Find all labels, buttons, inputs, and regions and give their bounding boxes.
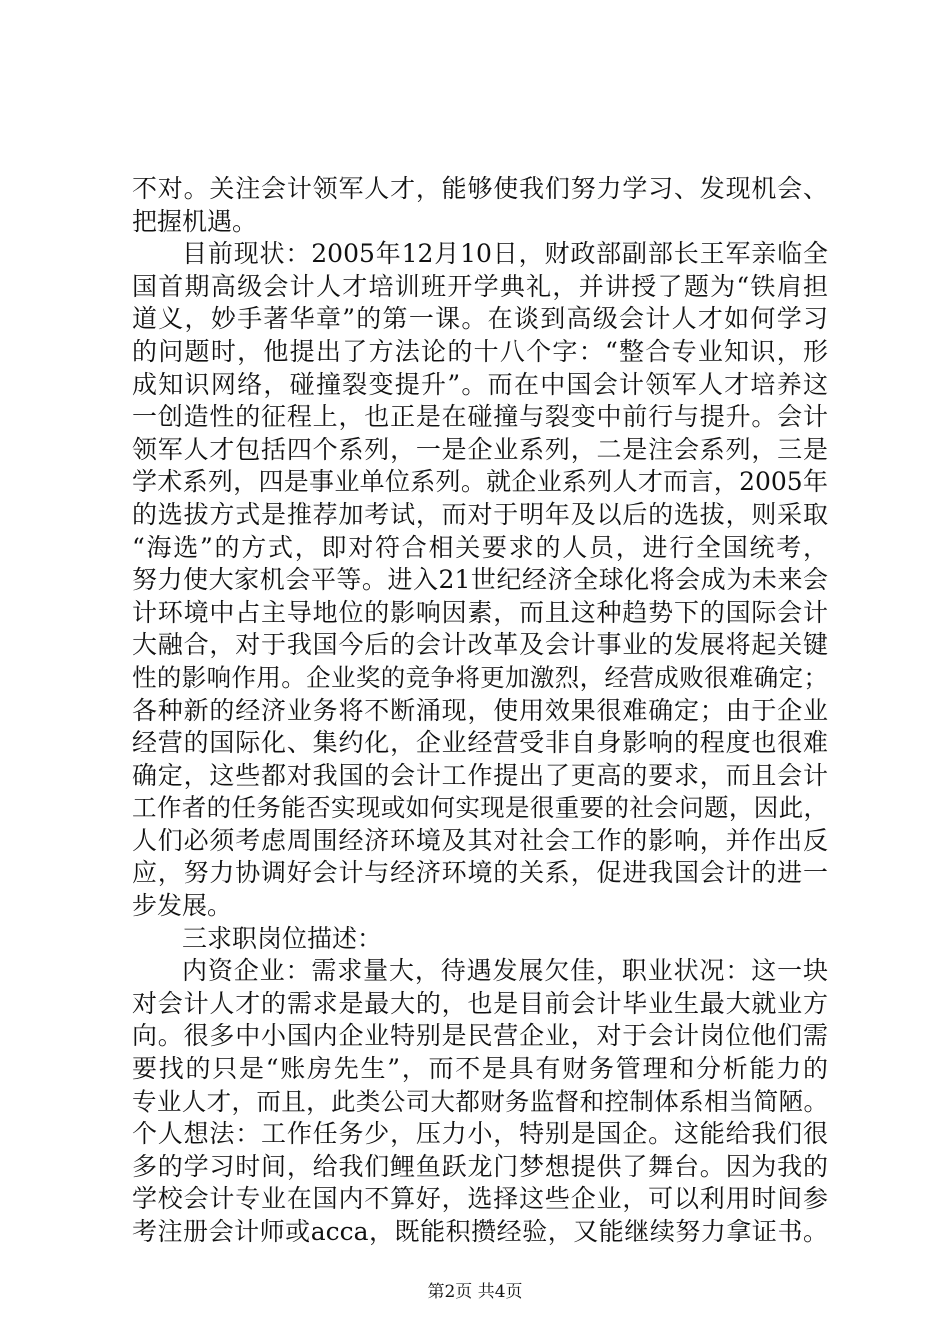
text-line: 学校会计专业在国内不算好，选择这些企业，可以利用时间参 bbox=[132, 1184, 828, 1214]
text-line: 人们必须考虑周围经济环境及其对社会工作的影响，并作出反 bbox=[132, 825, 828, 855]
text-line: 不对。关注会计领军人才，能够使我们努力学习、发现机会、 bbox=[132, 174, 828, 203]
text-line: 目前现状：2005年12月10日，财政部副部长王军亲临全 bbox=[182, 239, 828, 269]
text-line: 性的影响作用。企业奖的竞争将更加激烈，经营成败很难确定； bbox=[132, 662, 828, 692]
text-line: 工作者的任务能否实现或如何实现是很重要的社会问题，因此， bbox=[132, 793, 828, 823]
text-line: 多的学习时间，给我们鲤鱼跃龙门梦想提供了舞台。因为我的 bbox=[132, 1151, 828, 1181]
text-line: 专业人才，而且，此类公司大都财务监督和控制体系相当简陋。 bbox=[132, 1086, 828, 1116]
text-line: 个人想法：工作任务少，压力小，特别是国企。这能给我们很 bbox=[132, 1119, 828, 1149]
text-line: 对会计人才的需求是最大的，也是目前会计毕业生最大就业方 bbox=[132, 988, 828, 1018]
text-line: 大融合，对于我国今后的会计改革及会计事业的发展将起关键 bbox=[132, 630, 828, 660]
text-line: 要找的只是“账房先生”，而不是具有财务管理和分析能力的 bbox=[132, 1054, 828, 1084]
text-line: 成知识网络，碰撞裂变提升”。而在中国会计领军人才培养这 bbox=[132, 369, 828, 399]
text-line: 计环境中占主导地位的影响因素，而且这种趋势下的国际会计 bbox=[132, 597, 828, 627]
text-line: 考注册会计师或acca，既能积攒经验，又能继续努力拿证书。 bbox=[132, 1217, 828, 1246]
text-line: 国首期高级会计人才培训班开学典礼，并讲授了题为“铁肩担 bbox=[132, 271, 828, 301]
text-line: 向。很多中小国内企业特别是民营企业，对于会计岗位他们需 bbox=[132, 1021, 828, 1051]
page-footer: 第2页 共4页 bbox=[427, 1282, 523, 1302]
text-line: 内资企业：需求量大，待遇发展欠佳，职业状况：这一块 bbox=[182, 956, 828, 986]
text-line: 应，努力协调好会计与经济环境的关系，促进我国会计的进一 bbox=[132, 858, 828, 888]
text-line: 努力使大家机会平等。进入21世纪经济全球化将会成为未来会 bbox=[132, 565, 828, 595]
text-line: 经营的国际化、集约化，企业经营受非自身影响的程度也很难 bbox=[132, 728, 828, 758]
text-line: 领军人才包括四个系列，一是企业系列，二是注会系列，三是 bbox=[132, 434, 828, 464]
text-line: 道义，妙手著华章”的第一课。在谈到高级会计人才如何学习 bbox=[132, 304, 828, 334]
text-line: 把握机遇。 bbox=[132, 206, 258, 236]
text-line: 步发展。 bbox=[132, 891, 233, 921]
text-line: 各种新的经济业务将不断涌现，使用效果很难确定；由于企业 bbox=[132, 695, 828, 725]
text-line: “海选”的方式，即对符合相关要求的人员，进行全国统考， bbox=[132, 532, 828, 562]
text-line: 确定，这些都对我国的会计工作提出了更高的要求，而且会计 bbox=[132, 760, 828, 790]
body-text bbox=[132, 173, 828, 1249]
text-line: 的选拔方式是推荐加考试，而对于明年及以后的选拔，则采取 bbox=[132, 499, 828, 529]
text-line: 学术系列，四是事业单位系列。就企业系列人才而言，2005年 bbox=[132, 467, 828, 497]
text-line: 的问题时，他提出了方法论的十八个字：“整合专业知识，形 bbox=[132, 336, 828, 366]
text-line: 一创造性的征程上，也正是在碰撞与裂变中前行与提升。会计 bbox=[132, 402, 828, 432]
text-line: 三求职岗位描述： bbox=[182, 923, 383, 953]
